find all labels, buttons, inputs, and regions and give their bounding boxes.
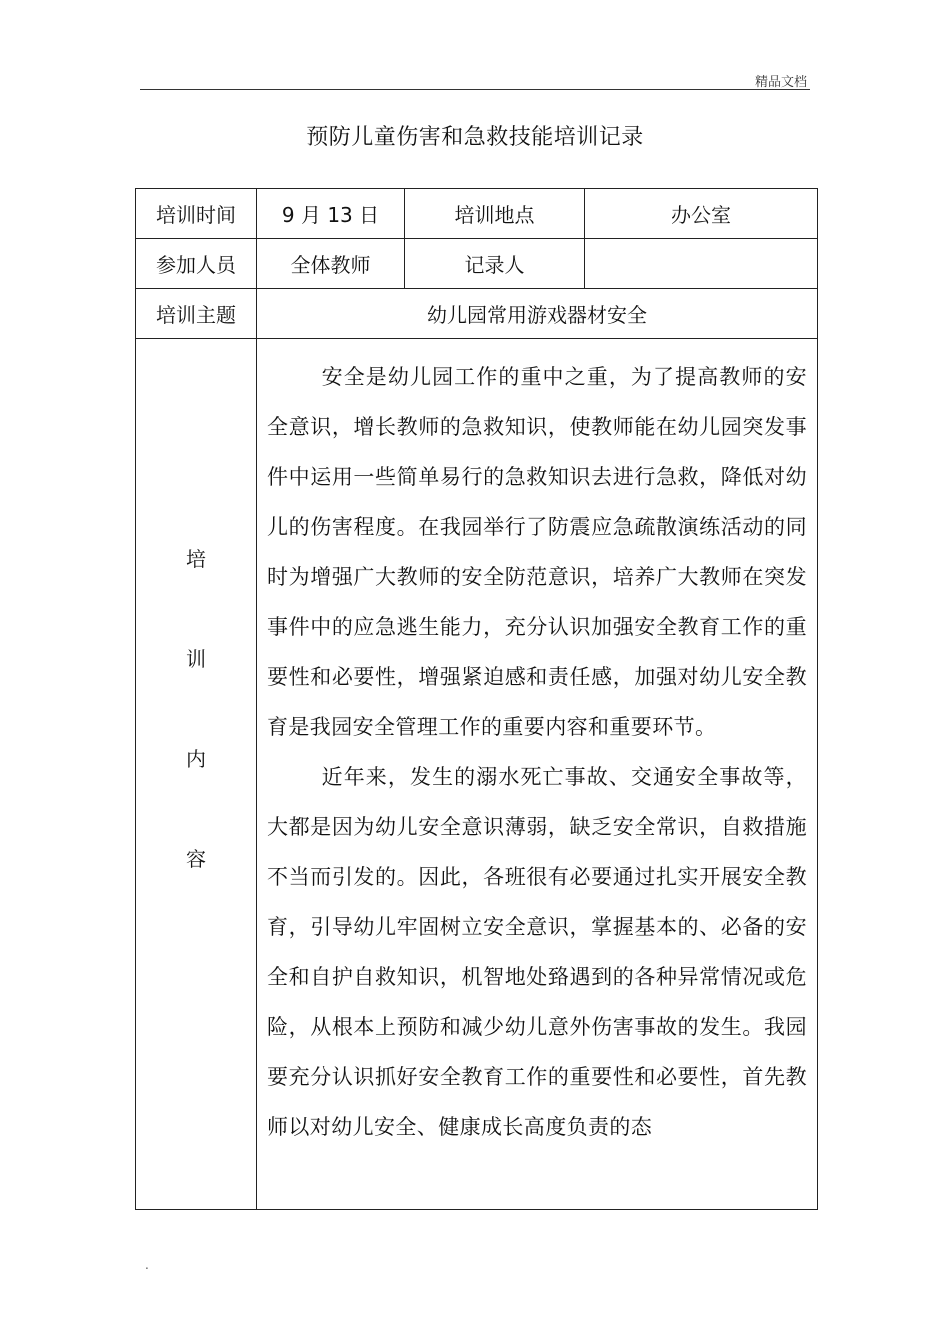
side-char: 训 — [186, 647, 206, 671]
side-char: 培 — [186, 547, 206, 571]
value-training-time: 9 月 13 日 — [257, 189, 405, 239]
table-row — [136, 339, 818, 1210]
header-rule — [140, 89, 810, 90]
document-title: 预防儿童伤害和急救技能培训记录 — [306, 125, 644, 150]
content-paragraph: 近年来，发生的溺水死亡事故、交通安全事故等，大都是因为幼儿安全意识薄弱，缺乏安全常识，自救措施不当而引发的。因此，各班很有必要通过扎实开展安全教育，引导幼儿牢固树立安全意识，掌握基本的、必备的安全和自护自救知识，机智地处臵遇到的各种异常情况或危险，从根本上预防和减少幼儿意外伤害事故的发生。我园要充分认识抓好安全教育工作的重要性和必要性，首先教师以对幼儿安全、健康成长高度负责的态 — [267, 765, 807, 1139]
label-participants: 参加人员 — [136, 239, 257, 289]
value-participants: 全体教师 — [257, 239, 405, 289]
label-training-content — [136, 339, 257, 1210]
training-content-body — [257, 339, 818, 1210]
table-row — [136, 289, 818, 339]
value-recorder — [585, 239, 818, 289]
label-training-place: 培训地点 — [405, 189, 585, 239]
side-char: 内 — [186, 747, 206, 771]
value-training-topic: 幼儿园常用游戏器材安全 — [257, 289, 818, 339]
header-label: 精品文档 — [754, 75, 807, 90]
label-training-time: 培训时间 — [136, 189, 257, 239]
content-paragraph: 安全是幼儿园工作的重中之重，为了提高教师的安全意识，增长教师的急救知识，使教师能在幼儿园突发事件中运用一些简单易行的急救知识去进行急救，降低对幼儿的伤害程度。在我园举行了防震应急疏散演练活动的同时为增强广大教师的安全防范意识，培养广大教师在突发事件中的应急逃生能力，充分认识加强安全教育工作的重要性和必要性，增强紧迫感和责任感，加强对幼儿安全教育是我园安全管理工作的重要内容和重要环节。 — [267, 365, 807, 739]
table-row — [136, 239, 818, 289]
label-training-topic: 培训主题 — [136, 289, 257, 339]
table-row — [136, 189, 818, 239]
training-record-table — [135, 188, 818, 1210]
value-training-place: 办公室 — [585, 189, 818, 239]
label-recorder: 记录人 — [405, 239, 585, 289]
footer-mark: . — [145, 1258, 149, 1272]
side-char: 容 — [186, 847, 206, 871]
